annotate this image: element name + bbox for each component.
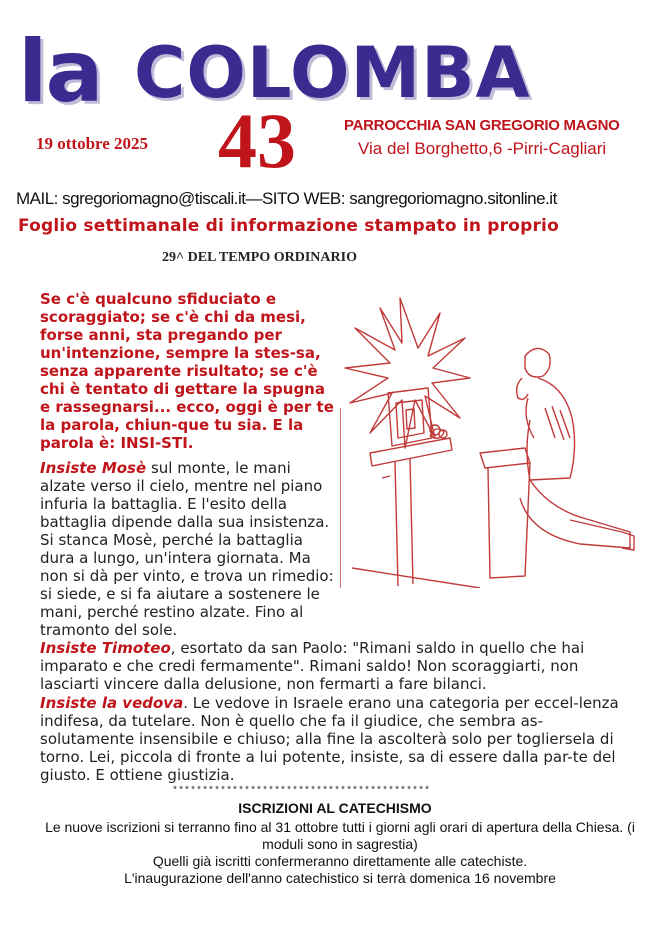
paragraph-lead: Insiste Timoteo bbox=[40, 639, 171, 657]
separator: ******************************************* bbox=[172, 786, 431, 797]
issue-number: 43 bbox=[218, 97, 296, 184]
paragraph-text: . Le vedove in Israele erano una categoria per eccel-lenza indifesa, da tutelare. Non è quello che fa il giudice, che sembra as-solutamente insensibile e chiuso; alla fine la ascolterà solo per togliersela di torno. Lei, piccola di fronte a lui potente, insiste, sa di essere dalla par-te del giusto. E ottiene giustizia. bbox=[40, 694, 619, 784]
paragraph-lead: Insiste la vedova bbox=[40, 694, 184, 712]
masthead-la: la bbox=[18, 22, 102, 122]
article-intro: Se c'è qualcuno sfiduciato e scoraggiato; se c'è chi da mesi, forse anni, sta pregando per un'intenzione, sempre la stes-sa, senza apparente risultato; se c'è chi è tentato di gettare la spugna e rassegnarsi... ecco, oggi è per te la parola, chiun-que tu sia. E la parola è: INSI-STI. bbox=[40, 290, 334, 452]
liturgical-sunday: 29^ DEL TEMPO ORDINARIO bbox=[162, 250, 357, 265]
notice-line: Quelli già iscritti confermeranno direttamente alle catechiste. bbox=[152, 853, 528, 869]
paragraph-text: sul monte, le mani alzate verso il cielo, mentre nel piano infuria la battaglia. E l'esito della battaglia dipende dalla sua insistenza. Si stanca Mosè, perché la battaglia dura a lungo, un'intera giornata. Ma non si dà per vinto, e trova un rimedio: si siede, e si fa aiutare a sostenere le mani, perché restino alzate. Fino al tramonto del sole. bbox=[40, 459, 334, 639]
parish-address: Via del Borghetto,6 -Pirri-Cagliari bbox=[358, 139, 607, 158]
article-paragraph-timothy bbox=[40, 639, 630, 693]
article-paragraph-moses bbox=[40, 459, 340, 639]
subtitle: Foglio settimanale di informazione stampato in proprio bbox=[18, 216, 559, 236]
paragraph-text: , esortato da san Paolo: "Rimani saldo in quello che hai imparato e che credi fermamente". Rimani saldo! Non scoraggiarti, non lasciarti vincere dalla delusione, non fermarti a fare bilanci. bbox=[40, 639, 585, 693]
praying-man-illustration bbox=[340, 288, 640, 588]
issue-date: 19 ottobre 2025 bbox=[36, 134, 149, 153]
masthead bbox=[14, 18, 614, 122]
contacts-line: MAIL: sgregoriomagno@tiscali.it—SITO WEB: sangregoriomagno.sitonline.it bbox=[16, 189, 557, 208]
article-paragraph-widow bbox=[40, 694, 630, 784]
notice-title: ISCRIZIONI AL CATECHISMO bbox=[238, 800, 432, 816]
notice-line: L'inaugurazione dell'anno catechistico si terrà domenica 16 novembre bbox=[124, 870, 556, 886]
parish-name: PARROCCHIA SAN GREGORIO MAGNO bbox=[344, 117, 620, 134]
notice-line: Le nuove iscrizioni si terranno fino al 31 ottobre tutti i giorni agli orari di apertura della Chiesa. (i moduli sono in sagrestia) bbox=[45, 819, 635, 852]
paragraph-lead: Insiste Mosè bbox=[40, 459, 147, 477]
masthead-colomba: COLOMBA bbox=[134, 32, 531, 114]
